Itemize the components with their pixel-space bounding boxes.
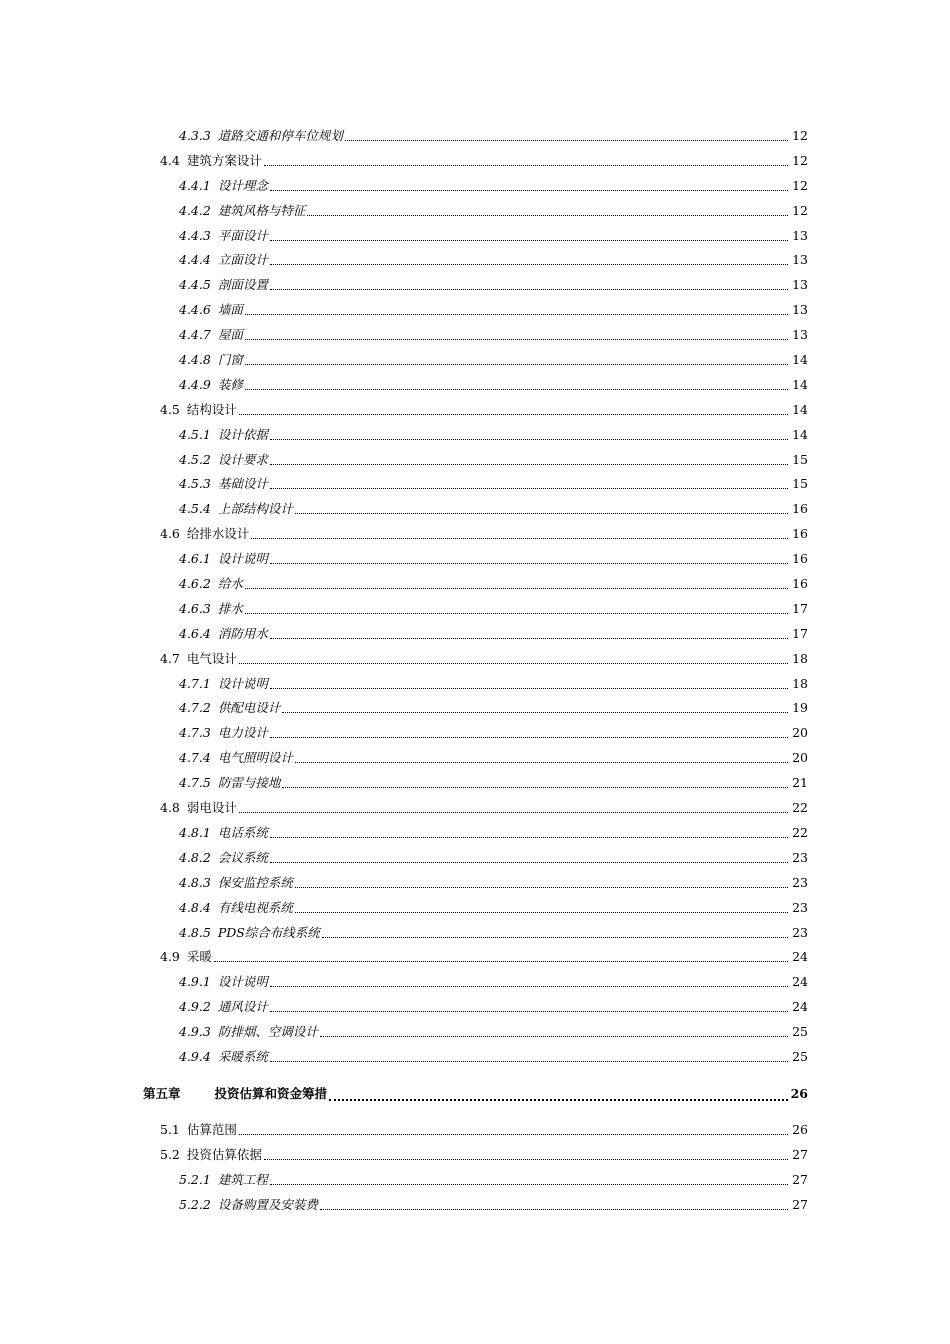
toc-entry-title [179, 323, 243, 348]
toc-entry-label: 弱电设计 [186, 800, 237, 816]
toc-entry-number: 4.5.4 [179, 501, 211, 517]
toc-entry-title [143, 1074, 327, 1114]
toc-entry-number: 4.5.3 [179, 476, 211, 492]
toc-leader-dots [264, 165, 788, 166]
toc-entry-title [179, 821, 268, 846]
toc-entry-title [179, 1193, 318, 1218]
toc-row[interactable] [0, 248, 950, 273]
toc-leader-dots [270, 688, 788, 689]
toc-page-number: 19 [792, 700, 808, 716]
toc-leader-dots [295, 887, 788, 888]
toc-entry-number: 4.7 [160, 650, 180, 666]
toc-entry-number: 4.7.5 [179, 775, 211, 791]
toc-entry-number: 4.4.4 [179, 252, 211, 268]
toc-entry-title [179, 547, 268, 572]
toc-leader-dots [270, 986, 788, 987]
toc-leader-dots [239, 1134, 788, 1135]
toc-entry-label: 防雷与接地 [217, 775, 281, 791]
toc-entry-title [179, 1045, 268, 1070]
toc-entry-number: 5.1 [160, 1121, 180, 1137]
toc-row[interactable] [0, 970, 950, 995]
toc-leader-dots [322, 937, 788, 938]
toc-entry-label: 立面设计 [217, 252, 268, 268]
toc-entry-title [179, 1168, 268, 1193]
toc-row[interactable] [0, 821, 950, 846]
toc-entry-label: 上部结构设计 [217, 501, 293, 517]
toc-row[interactable] [0, 871, 950, 896]
toc-page-number: 15 [792, 476, 808, 492]
toc-leader-dots [270, 190, 788, 191]
toc-entry-title [160, 1118, 237, 1143]
toc-entry-title [179, 597, 243, 622]
toc-entry-label: 结构设计 [186, 401, 237, 417]
toc-leader-dots [245, 588, 788, 589]
toc-entry-number: 4.4 [160, 152, 180, 168]
toc-row[interactable] [0, 1193, 950, 1218]
toc-row[interactable] [0, 1118, 950, 1143]
toc-row[interactable] [0, 1045, 950, 1070]
toc-page-number: 27 [792, 1146, 808, 1162]
toc-page-number: 23 [792, 924, 808, 940]
toc-leader-dots [270, 464, 788, 465]
toc-row[interactable] [0, 622, 950, 647]
toc-entry-label: 投资估算依据 [186, 1146, 262, 1162]
toc-row[interactable] [0, 124, 950, 149]
toc-leader-dots [295, 912, 788, 913]
toc-leader-dots [251, 538, 788, 539]
toc-entry-label: 设计依据 [217, 426, 268, 442]
toc-entry-number: 4.8.1 [179, 824, 211, 840]
toc-page-number: 13 [792, 252, 808, 268]
toc-page-number: 16 [792, 551, 808, 567]
toc-row[interactable] [0, 771, 950, 796]
toc-leader-dots [345, 140, 788, 141]
toc-entry-number: 4.9.2 [179, 999, 211, 1015]
toc-entry-title [160, 796, 237, 821]
toc-entry-label: 平面设计 [217, 227, 268, 243]
toc-entry-title [179, 871, 293, 896]
toc-entry-label: 估算范围 [186, 1121, 237, 1137]
toc-entry-number: 5.2.2 [179, 1196, 211, 1212]
toc-entry-label: 设计理念 [217, 177, 268, 193]
toc-chapter-row[interactable] [0, 1074, 950, 1114]
toc-entry-number: 4.7.4 [179, 750, 211, 766]
toc-page-number: 16 [792, 576, 808, 592]
toc-entry-title [179, 746, 293, 771]
toc-leader-dots [245, 339, 788, 340]
toc-page-number: 21 [792, 775, 808, 791]
toc-entry-label: 道路交通和停车位规划 [217, 128, 343, 143]
toc-entry-number: 4.6.2 [179, 576, 211, 592]
toc-page-number: 27 [792, 1196, 808, 1212]
toc-row[interactable] [0, 547, 950, 572]
toc-entry-number: 4.9 [160, 949, 180, 965]
toc-entry-number: 4.9.3 [179, 1024, 211, 1040]
toc-entry-title [179, 896, 293, 921]
toc-entry-number: 4.3.3 [179, 128, 211, 143]
toc-row[interactable] [0, 921, 950, 946]
toc-entry-title [160, 522, 249, 547]
toc-entry-number: 4.8 [160, 800, 180, 816]
toc-leader-dots [239, 414, 788, 415]
toc-leader-dots [270, 638, 788, 639]
toc-page-number: 13 [792, 277, 808, 293]
toc-page-number: 18 [792, 675, 808, 691]
toc-entry-number: 4.7.1 [179, 675, 211, 691]
toc-entry-label: 建筑风格与特征 [217, 202, 306, 218]
toc-page-number: 12 [792, 202, 808, 218]
toc-entry-label: 电力设计 [217, 725, 268, 741]
toc-row[interactable] [0, 323, 950, 348]
toc-entry-number: 4.9.1 [179, 974, 211, 990]
toc-row[interactable] [0, 199, 950, 224]
toc-entry-title [179, 721, 268, 746]
toc-row[interactable] [0, 298, 950, 323]
toc-entry-number: 4.6.1 [179, 551, 211, 567]
toc-entry-label: 投资估算和资金筹措 [214, 1085, 328, 1101]
toc-entry-title [179, 846, 268, 871]
toc-entry-label: 设计说明 [217, 551, 268, 567]
toc-row[interactable] [0, 597, 950, 622]
toc-row[interactable] [0, 273, 950, 298]
toc-page-number: 26 [792, 1121, 808, 1137]
toc-row[interactable] [0, 174, 950, 199]
toc-row[interactable] [0, 672, 950, 697]
toc-entry-number: 4.4.8 [179, 352, 211, 368]
toc-page-number: 14 [792, 352, 808, 368]
toc-leader-dots [320, 1209, 788, 1210]
toc-entry-title [179, 970, 268, 995]
toc-entry-number: 5.2.1 [179, 1171, 211, 1187]
toc-entry-title [179, 273, 268, 298]
toc-entry-number: 4.4.5 [179, 277, 211, 293]
toc-leader-dots [270, 1184, 788, 1185]
toc-entry-number: 4.8.2 [179, 849, 211, 865]
toc-entry-label: 装修 [217, 376, 243, 392]
toc-leader-dots [295, 762, 788, 763]
toc-row[interactable] [0, 995, 950, 1020]
toc-entry-label: 采暖 [186, 949, 212, 965]
toc-leader-dots [270, 439, 788, 440]
toc-entry-title [160, 149, 262, 174]
toc-page-number: 13 [792, 327, 808, 343]
toc-row[interactable] [0, 572, 950, 597]
toc-leader-dots [270, 1061, 788, 1062]
toc-entry-title [179, 124, 343, 149]
toc-entry-title [179, 921, 320, 946]
toc-leader-dots [270, 737, 788, 738]
toc-entry-label: 给水 [217, 576, 243, 592]
toc-entry-title [179, 472, 268, 497]
toc-page-number: 12 [792, 152, 808, 168]
toc-page-number: 22 [792, 824, 808, 840]
toc-leader-dots [245, 389, 788, 390]
toc-page-number: 26 [790, 1085, 808, 1101]
toc-entry-number: 4.6.3 [179, 600, 211, 616]
toc-row[interactable] [0, 497, 950, 522]
toc-entry-number: 4.4.9 [179, 376, 211, 392]
toc-row[interactable] [0, 398, 950, 423]
toc-entry-label: 设计说明 [217, 675, 268, 691]
toc-row[interactable] [0, 721, 950, 746]
toc-entry-number: 4.7.2 [179, 700, 211, 716]
toc-entry-number: 4.5 [160, 401, 180, 417]
toc-page-number: 14 [792, 376, 808, 392]
toc-row[interactable] [0, 1143, 950, 1168]
toc-entry-title [179, 174, 268, 199]
toc-entry-title [160, 945, 212, 970]
toc-page-number: 20 [792, 750, 808, 766]
toc-page-number: 14 [792, 401, 808, 417]
toc-leader-dots [270, 488, 788, 489]
toc-entry-label: 基础设计 [217, 476, 268, 492]
toc-entry-label: 屋面 [217, 327, 243, 343]
toc-row[interactable] [0, 423, 950, 448]
toc-entry-number: 4.9.4 [179, 1048, 211, 1064]
toc-entry-label: PDS综合布线系统 [217, 924, 320, 940]
toc-entry-number: 4.8.5 [179, 924, 211, 940]
toc-entry-label: 墙面 [217, 302, 243, 318]
toc-row[interactable] [0, 373, 950, 398]
toc-page-number: 17 [792, 600, 808, 616]
toc-entry-title [179, 672, 268, 697]
toc-leader-dots [270, 264, 788, 265]
toc-page-number: 17 [792, 625, 808, 641]
toc-entry-number: 5.2 [160, 1146, 180, 1162]
toc-row[interactable] [0, 522, 950, 547]
toc-leader-dots [239, 812, 788, 813]
toc-entry-number: 4.4.6 [179, 302, 211, 318]
toc-page-number: 13 [792, 302, 808, 318]
toc-page-number: 12 [792, 128, 808, 143]
toc-entry-title [179, 1020, 318, 1045]
toc-entry-title [179, 696, 280, 721]
toc-entry-label: 排水 [217, 600, 243, 616]
toc-entry-title [179, 423, 268, 448]
toc-entry-number: 4.4.3 [179, 227, 211, 243]
toc-page-number: 27 [792, 1171, 808, 1187]
toc-entry-label: 防排烟、空调设计 [217, 1024, 318, 1040]
table-of-contents [0, 124, 950, 1217]
toc-page-number: 22 [792, 800, 808, 816]
toc-entry-label: 有线电视系统 [217, 899, 293, 915]
toc-entry-number: 4.8.4 [179, 899, 211, 915]
toc-entry-label: 设备购置及安装费 [217, 1196, 318, 1212]
toc-entry-title [179, 497, 293, 522]
toc-row[interactable] [0, 746, 950, 771]
toc-entry-title [179, 771, 280, 796]
toc-row[interactable] [0, 224, 950, 249]
toc-entry-label: 剖面设置 [217, 277, 268, 293]
toc-page-number: 14 [792, 426, 808, 442]
toc-leader-dots [270, 837, 788, 838]
toc-page-number: 23 [792, 849, 808, 865]
toc-entry-title [179, 199, 305, 224]
toc-leader-dots [282, 787, 788, 788]
toc-leader-dots [245, 314, 788, 315]
toc-entry-label: 会议系统 [217, 849, 268, 865]
toc-row[interactable] [0, 149, 950, 174]
toc-entry-label: 建筑工程 [217, 1171, 268, 1187]
toc-entry-number: 4.7.3 [179, 725, 211, 741]
toc-entry-label: 供配电设计 [217, 700, 281, 716]
toc-row[interactable] [0, 1020, 950, 1045]
toc-leader-dots [295, 513, 788, 514]
toc-entry-title [179, 248, 268, 273]
toc-entry-label: 采暖系统 [217, 1048, 268, 1064]
toc-row[interactable] [0, 896, 950, 921]
toc-entry-title [179, 298, 243, 323]
toc-row[interactable] [0, 348, 950, 373]
toc-page-number: 16 [792, 501, 808, 517]
toc-page-number: 18 [792, 650, 808, 666]
toc-page-number: 23 [792, 874, 808, 890]
toc-page-number: 24 [792, 949, 808, 965]
toc-entry-label: 设计说明 [217, 974, 268, 990]
toc-page-number: 16 [792, 526, 808, 542]
toc-page-number: 13 [792, 227, 808, 243]
toc-leader-dots [270, 1011, 788, 1012]
toc-leader-dots [245, 613, 788, 614]
toc-entry-label: 电气设计 [186, 650, 237, 666]
toc-entry-label: 电话系统 [217, 824, 268, 840]
toc-row[interactable] [0, 945, 950, 970]
toc-row[interactable] [0, 472, 950, 497]
toc-entry-number: 4.6 [160, 526, 180, 542]
toc-leader-dots [320, 1036, 788, 1037]
toc-entry-label: 门窗 [217, 352, 243, 368]
toc-entry-title [179, 622, 268, 647]
toc-leader-dots [264, 1159, 788, 1160]
toc-entry-title [179, 348, 243, 373]
toc-row[interactable] [0, 696, 950, 721]
toc-entry-number: 第五章 [143, 1085, 181, 1101]
toc-leader-dots [270, 563, 788, 564]
toc-entry-number: 4.5.2 [179, 451, 211, 467]
toc-page-number: 25 [792, 1024, 808, 1040]
toc-entry-number: 4.6.4 [179, 625, 211, 641]
toc-entry-number: 4.4.1 [179, 177, 211, 193]
toc-leader-dots [270, 289, 788, 290]
toc-entry-label: 设计要求 [217, 451, 268, 467]
toc-leader-dots [245, 364, 788, 365]
toc-leader-dots [329, 1099, 788, 1101]
toc-entry-title [179, 995, 268, 1020]
toc-entry-title [179, 373, 243, 398]
toc-entry-number: 4.4.7 [179, 327, 211, 343]
toc-row[interactable] [0, 1168, 950, 1193]
toc-entry-label: 电气照明设计 [217, 750, 293, 766]
toc-entry-label: 给排水设计 [186, 526, 250, 542]
toc-entry-label: 通风设计 [217, 999, 268, 1015]
toc-page-number: 23 [792, 899, 808, 915]
toc-leader-dots [270, 240, 788, 241]
toc-leader-dots [307, 215, 788, 216]
toc-entry-title [160, 398, 237, 423]
toc-page-number: 24 [792, 974, 808, 990]
toc-entry-label: 保安监控系统 [217, 874, 293, 890]
toc-entry-number: 4.8.3 [179, 874, 211, 890]
toc-leader-dots [282, 712, 788, 713]
toc-row[interactable] [0, 448, 950, 473]
toc-entry-label: 建筑方案设计 [186, 152, 262, 168]
toc-entry-title [179, 572, 243, 597]
toc-entry-title [179, 224, 268, 249]
toc-entry-number: 4.5.1 [179, 426, 211, 442]
toc-entry-title [160, 647, 237, 672]
toc-entry-label: 消防用水 [217, 625, 268, 641]
toc-row[interactable] [0, 846, 950, 871]
toc-leader-dots [270, 862, 788, 863]
toc-entry-title [179, 448, 268, 473]
toc-page-number: 20 [792, 725, 808, 741]
toc-entry-number: 4.4.2 [179, 202, 211, 218]
toc-page-number: 24 [792, 999, 808, 1015]
toc-leader-dots [239, 663, 788, 664]
toc-entry-title [160, 1143, 262, 1168]
toc-page-number: 25 [792, 1048, 808, 1064]
toc-row[interactable] [0, 796, 950, 821]
toc-page-number: 15 [792, 451, 808, 467]
toc-page-number: 12 [792, 177, 808, 193]
toc-row[interactable] [0, 647, 950, 672]
toc-leader-dots [214, 961, 788, 962]
